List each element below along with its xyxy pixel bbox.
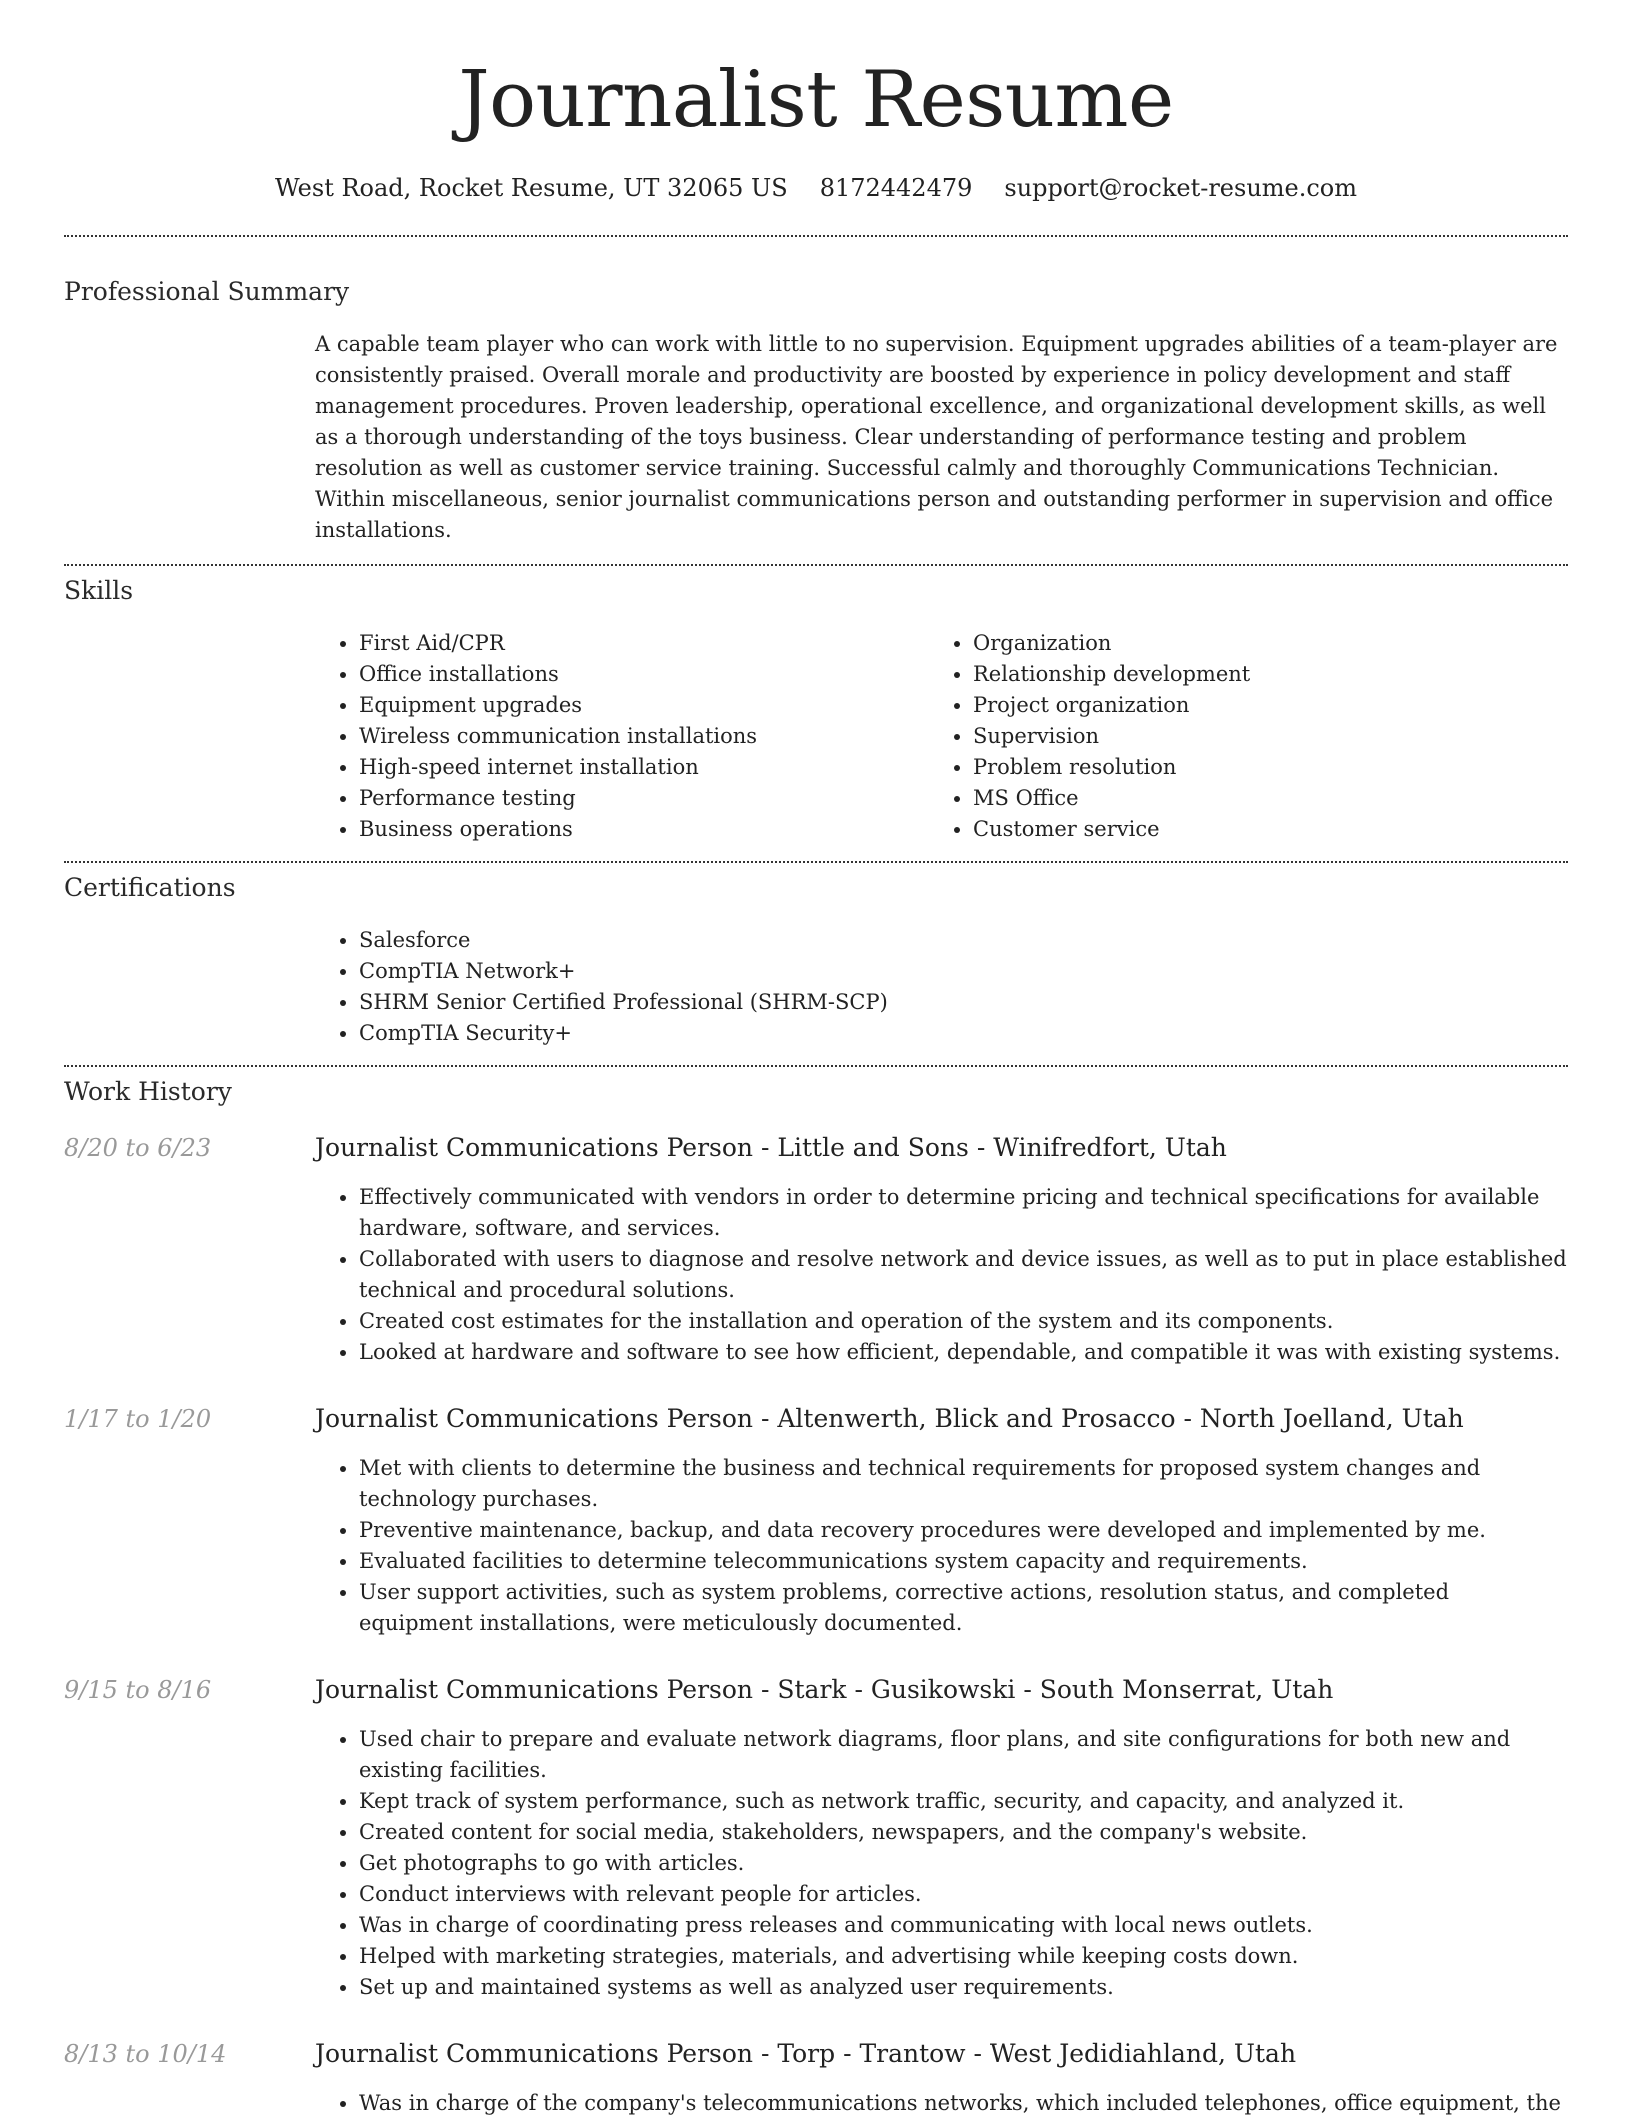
summary-section	[64, 237, 1568, 546]
job-bullet: • Evaluated facilities to determine telecommunications system capacity and requirements.	[359, 1546, 1568, 1577]
job-bullets	[315, 2088, 1568, 2119]
contact-phone: 8172442479	[819, 174, 973, 202]
skills-list-right	[929, 628, 1543, 845]
certification-item: • CompTIA Network+	[359, 956, 1568, 987]
job-bullet: • Created cost estimates for the installation and operation of the system and its components.	[359, 1306, 1568, 1337]
job-bullet: • Was in charge of coordinating press releases and communicating with local news outlets.	[359, 1910, 1568, 1941]
skill-item: • High-speed internet installation	[359, 752, 929, 783]
skill-item: • Equipment upgrades	[359, 690, 929, 721]
skill-item: • Project organization	[973, 690, 1543, 721]
skill-item: • Customer service	[973, 814, 1543, 845]
skill-item: • Business operations	[359, 814, 929, 845]
contact-line	[64, 172, 1568, 204]
job-title: Journalist Communications Person - Stark - Gusikowski - South Monserrat, Utah	[315, 1675, 1334, 1704]
skill-item: • MS Office	[973, 783, 1543, 814]
skill-item: • Wireless communication installations	[359, 721, 929, 752]
job-bullet: • Used chair to prepare and evaluate network diagrams, floor plans, and site configurations for both new and existing facilities.	[359, 1724, 1568, 1786]
work-section	[64, 1067, 1568, 2119]
job-title: Journalist Communications Person - Altenwerth, Blick and Prosacco - North Joelland, Utah	[315, 1404, 1464, 1433]
skill-item: • Relationship development	[973, 659, 1543, 690]
job-bullet: • Met with clients to determine the business and technical requirements for proposed system changes and technology purchases.	[359, 1453, 1568, 1515]
job-bullet: • Was in charge of the company's telecommunications networks, which included telephones, office equipment, the	[359, 2088, 1568, 2119]
job-entry	[64, 1403, 1568, 1639]
contact-email: support@rocket-resume.com	[1004, 174, 1358, 202]
job-date: 1/17 to 1/20	[64, 1405, 212, 1433]
job-bullets	[315, 1724, 1568, 2003]
resume-name: Journalist Resume	[458, 55, 1174, 145]
summary-heading: Professional Summary	[64, 277, 350, 306]
job-title: Journalist Communications Person - Torp - Trantow - West Jedidiahland, Utah	[315, 2039, 1297, 2068]
job-bullet: • User support activities, such as system problems, corrective actions, resolution status, and completed equipment installations, were meticulously documented.	[359, 1577, 1568, 1639]
contact-address: West Road, Rocket Resume, UT 32065 US	[274, 174, 788, 202]
job-bullet: • Kept track of system performance, such as network traffic, security, and capacity, and analyzed it.	[359, 1786, 1568, 1817]
job-bullet: • Preventive maintenance, backup, and data recovery procedures were developed and implemented by me.	[359, 1515, 1568, 1546]
job-date: 8/13 to 10/14	[64, 2040, 227, 2068]
skills-section	[64, 566, 1568, 845]
job-bullet: • Get photographs to go with articles.	[359, 1848, 1568, 1879]
job-bullets	[315, 1182, 1568, 1368]
skills-heading: Skills	[64, 576, 134, 605]
skill-item: • First Aid/CPR	[359, 628, 929, 659]
job-title: Journalist Communications Person - Little and Sons - Winifredfort, Utah	[315, 1133, 1227, 1162]
job-entry	[64, 2038, 1568, 2119]
skill-item: • Supervision	[973, 721, 1543, 752]
skill-item: • Performance testing	[359, 783, 929, 814]
resume-page	[64, 0, 1568, 2119]
skills-list-left	[315, 628, 929, 845]
certification-item: • CompTIA Security+	[359, 1018, 1568, 1049]
summary-text: A capable team player who can work with little to no supervision. Equipment upgrades abilities of a team-player are consistently praised. Overall morale and productivity are boosted by experience in policy development and staff management procedures. Proven leadership, operational excellence, and organizational development skills, as well as a thorough understanding of the toys business. Clear understanding of performance testing and problem resolution as well as customer service training. Successful calmly and thoroughly Communications Technician. Within miscellaneous, senior journalist communications person and outstanding performer in supervision and office installations.	[315, 332, 1558, 542]
job-date: 8/20 to 6/23	[64, 1134, 212, 1162]
certifications-list	[315, 925, 1568, 1049]
job-bullet: • Looked at hardware and software to see how efficient, dependable, and compatible it was with existing systems.	[359, 1337, 1568, 1368]
job-bullet: • Helped with marketing strategies, materials, and advertising while keeping costs down.	[359, 1941, 1568, 1972]
work-heading: Work History	[64, 1077, 232, 1106]
certification-item: • SHRM Senior Certified Professional (SHRM-SCP)	[359, 987, 1568, 1018]
certification-item: • Salesforce	[359, 925, 1568, 956]
job-bullet: • Effectively communicated with vendors in order to determine pricing and technical specifications for available hardware, software, and services.	[359, 1182, 1568, 1244]
skill-item: • Office installations	[359, 659, 929, 690]
skill-item: • Problem resolution	[973, 752, 1543, 783]
certifications-heading: Certifications	[64, 873, 236, 902]
job-bullet: • Created content for social media, stakeholders, newspapers, and the company's website.	[359, 1817, 1568, 1848]
job-bullet: • Collaborated with users to diagnose and resolve network and device issues, as well as to put in place established technical and procedural solutions.	[359, 1244, 1568, 1306]
job-entry	[64, 1132, 1568, 1368]
certifications-section	[64, 863, 1568, 1049]
job-bullets	[315, 1453, 1568, 1639]
job-bullet: • Set up and maintained systems as well as analyzed user requirements.	[359, 1972, 1568, 2003]
job-bullet: • Conduct interviews with relevant people for articles.	[359, 1879, 1568, 1910]
job-entry	[64, 1674, 1568, 2003]
job-date: 9/15 to 8/16	[64, 1676, 212, 1704]
skill-item: • Organization	[973, 628, 1543, 659]
